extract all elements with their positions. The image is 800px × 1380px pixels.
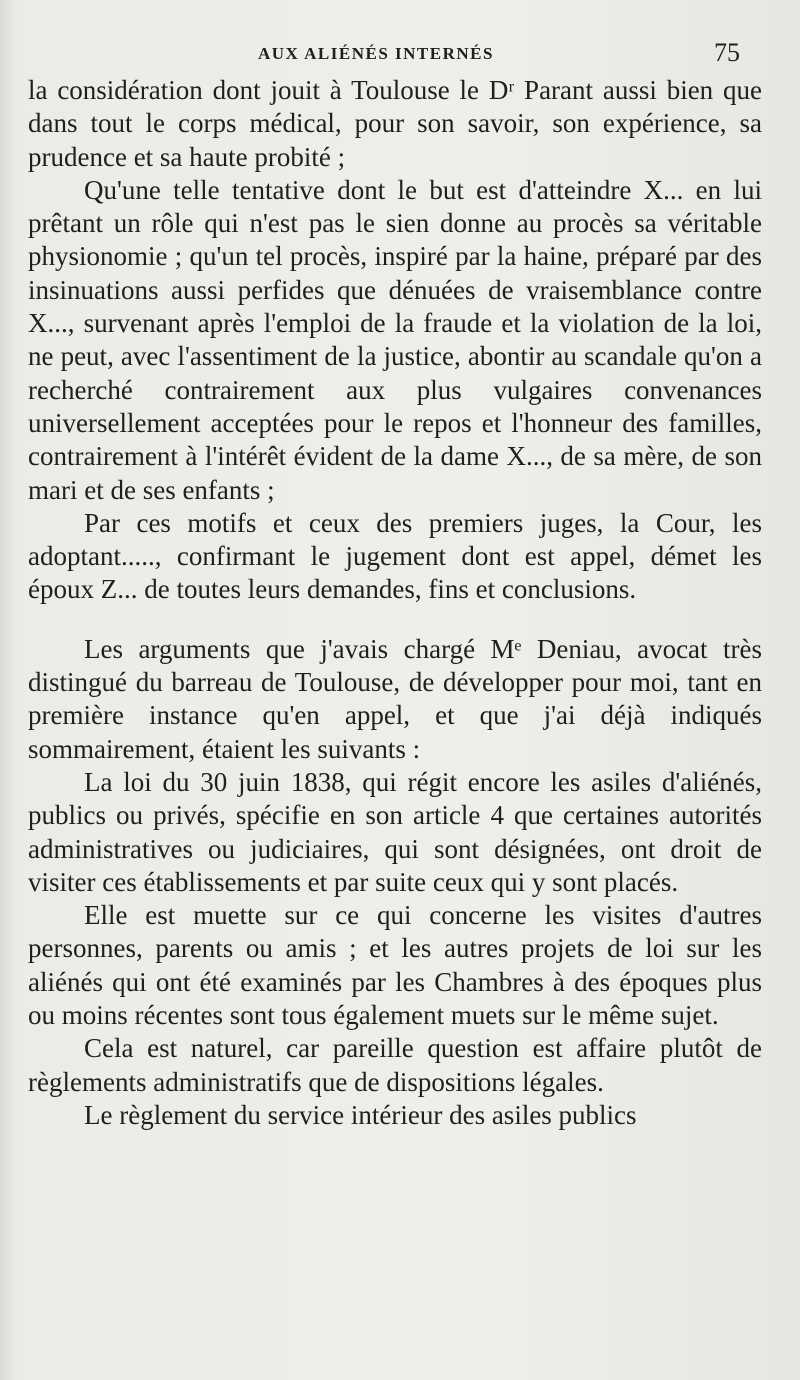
running-title: AUX ALIÉNÉS INTERNÉS	[258, 44, 494, 63]
paragraph: Elle est muette sur ce qui concerne les visites d'autres personnes, parents ou amis ; et les autres projets de loi sur les aliénés qui ont été examinés par les Chambres à des époques plus ou moins récentes sont tous également muets sur le même sujet.	[28, 900, 762, 1031]
paragraph: Par ces motifs et ceux des premiers juges, la Cour, les adoptant....., confirmant le jugement dont est appel, démet les époux Z... de toutes leurs demandes, fins et conclusions.	[28, 507, 762, 605]
page-header	[0, 38, 800, 68]
paragraph: Cela est naturel, car pareille question est affaire plutôt de règlements administratifs que de dispositions légales.	[28, 1033, 762, 1097]
paragraph: Les arguments que j'avais chargé Mᵉ Deniau, avocat très distingué du barreau de Toulouse, de développer pour moi, tant en première instance qu'en appel, et que j'ai déjà indiqués sommairement, étaient les suivants :	[28, 633, 762, 764]
paragraph: Le règlement du service intérieur des asiles publics	[84, 1099, 637, 1130]
paragraph: la considération dont jouit à Toulouse le Dʳ Parant aussi bien que dans tout le corps médical, pour son savoir, son expérience, sa prudence et sa haute probité ;	[28, 75, 762, 172]
body-text	[28, 74, 762, 1132]
paragraph: Qu'une telle tentative dont le but est d'atteindre X... en lui prêtant un rôle qui n'est pas le sien donne au procès sa véritable physionomie ; qu'un tel procès, inspiré par la haine, préparé par des insinuations aussi perfides que dénuées de vraisemblance contre X..., survenant après l'emploi de la fraude et la violation de la loi, ne peut, avec l'assentiment de la justice, abontir au scandale qu'on a recherché contrairement aux plus vulgaires convenances universellement acceptées pour le repos et l'honneur des familles, contrairement à l'intérêt évident de la dame X..., de sa mère, de son mari et de ses enfants ;	[28, 174, 762, 505]
paragraph: La loi du 30 juin 1838, qui régit encore les asiles d'aliénés, publics ou privés, spécifie en son article 4 que certaines autorités administratives ou judiciaires, qui sont désignées, ont droit de visiter ces établissements et par suite ceux qui y sont placés.	[28, 766, 762, 897]
page-number: 75	[714, 38, 740, 67]
